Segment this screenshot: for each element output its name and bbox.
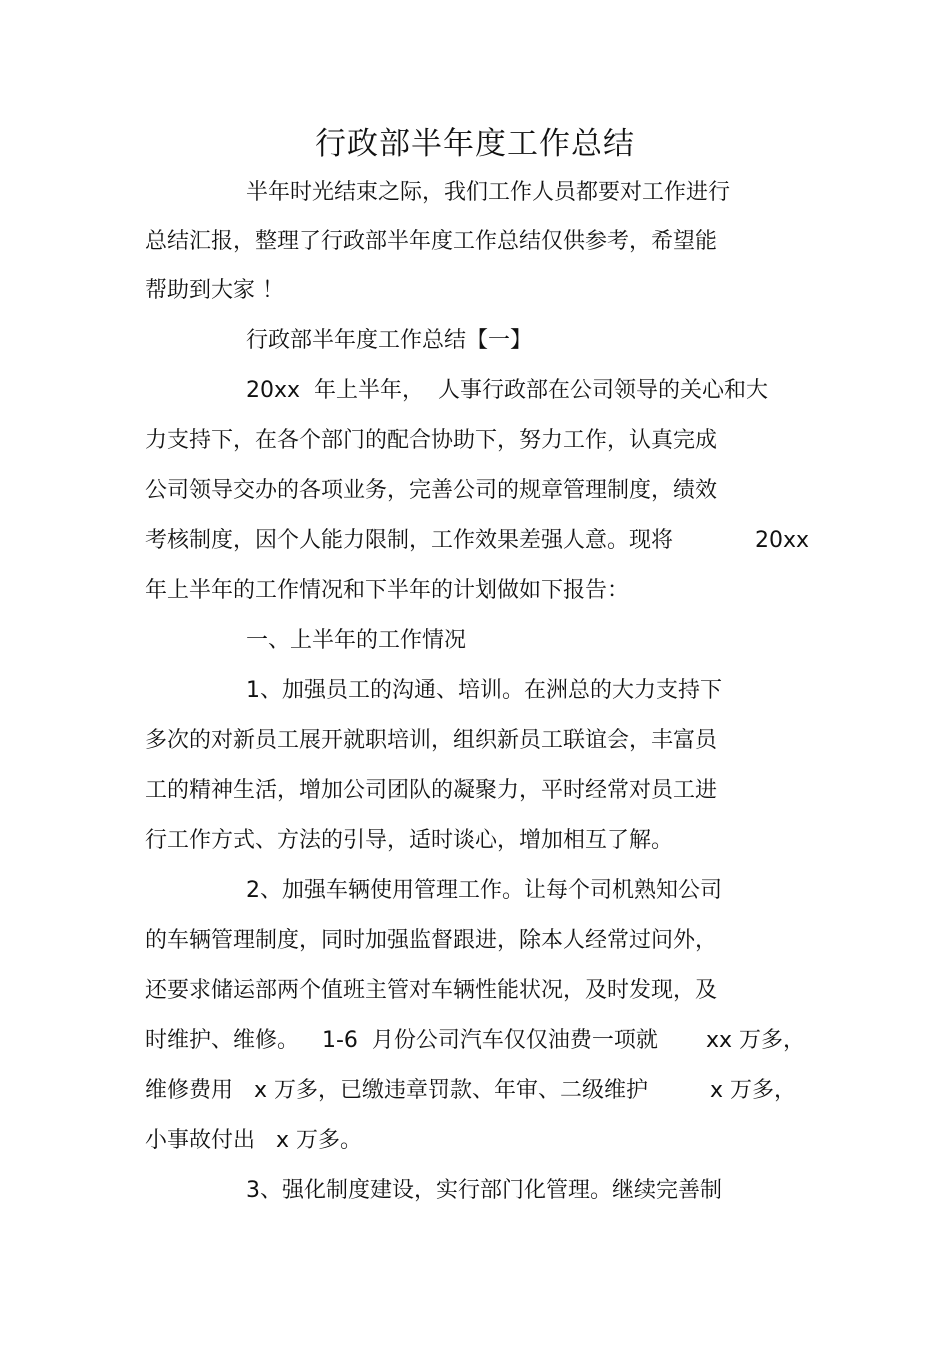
paragraph-1-line-5: 年上半年的工作情况和下半年的计划做如下报告：	[145, 578, 630, 603]
paragraph-1-line-4-year: 20xx	[755, 528, 810, 553]
item-1-line-3: 工的精神生活，增加公司团队的凝聚力，平时经常对员工进	[145, 778, 718, 803]
item-1-line-1: 1、加强员工的沟通、培训。在洲总的大力支持下	[246, 678, 722, 703]
paragraph-1-line-1: 20xx 年上半年， 人事行政部在公司领导的关心和大	[246, 378, 769, 403]
item-2-line-1: 2、加强车辆使用管理工作。让每个司机熟知公司	[246, 878, 722, 903]
item-1-line-4: 行工作方式、方法的引导，适时谈心，增加相互了解。	[145, 828, 674, 853]
paragraph-1-line-3: 公司领导交办的各项业务，完善公司的规章管理制度，绩效	[145, 478, 718, 503]
item-2-line-4-amount: xx 万多，	[706, 1028, 806, 1053]
item-2-line-3: 还要求储运部两个值班主管对车辆性能状况，及时发现，及	[145, 978, 718, 1003]
intro-line-2: 总结汇报，整理了行政部半年度工作总结仅供参考，希望能	[145, 229, 718, 254]
item-2-line-4: 时维护、维修。	[145, 1028, 300, 1053]
intro-line-3: 帮助到大家 ！	[145, 278, 284, 303]
subheading-1: 一、上半年的工作情况	[246, 628, 467, 653]
item-1-line-2: 多次的对新员工展开就职培训，组织新员工联谊会，丰富员	[145, 728, 718, 753]
item-2-line-5-amount: x 万多，	[710, 1078, 797, 1103]
item-2-line-4-months: 1-6 月份公司汽车仅仅油费一项就	[322, 1028, 658, 1053]
item-2-line-6: 小事故付出 x 万多。	[145, 1128, 362, 1153]
document-title: 行政部半年度工作总结	[315, 126, 635, 162]
section-heading-1: 行政部半年度工作总结【一】	[246, 328, 533, 353]
paragraph-1-line-4: 考核制度，因个人能力限制，工作效果差强人意。现将	[145, 528, 674, 553]
paragraph-1-line-2: 力支持下，在各个部门的配合协助下，努力工作，认真完成	[145, 428, 718, 453]
item-2-line-5: 维修费用 x 万多，已缴违章罚款、年审、二级维护	[145, 1078, 648, 1103]
item-2-line-2: 的车辆管理制度，同时加强监督跟进，除本人经常过问外，	[145, 928, 718, 953]
item-3-line-1: 3、强化制度建设，实行部门化管理。继续完善制	[246, 1178, 722, 1203]
intro-line-1: 半年时光结束之际，我们工作人员都要对工作进行	[246, 180, 731, 205]
